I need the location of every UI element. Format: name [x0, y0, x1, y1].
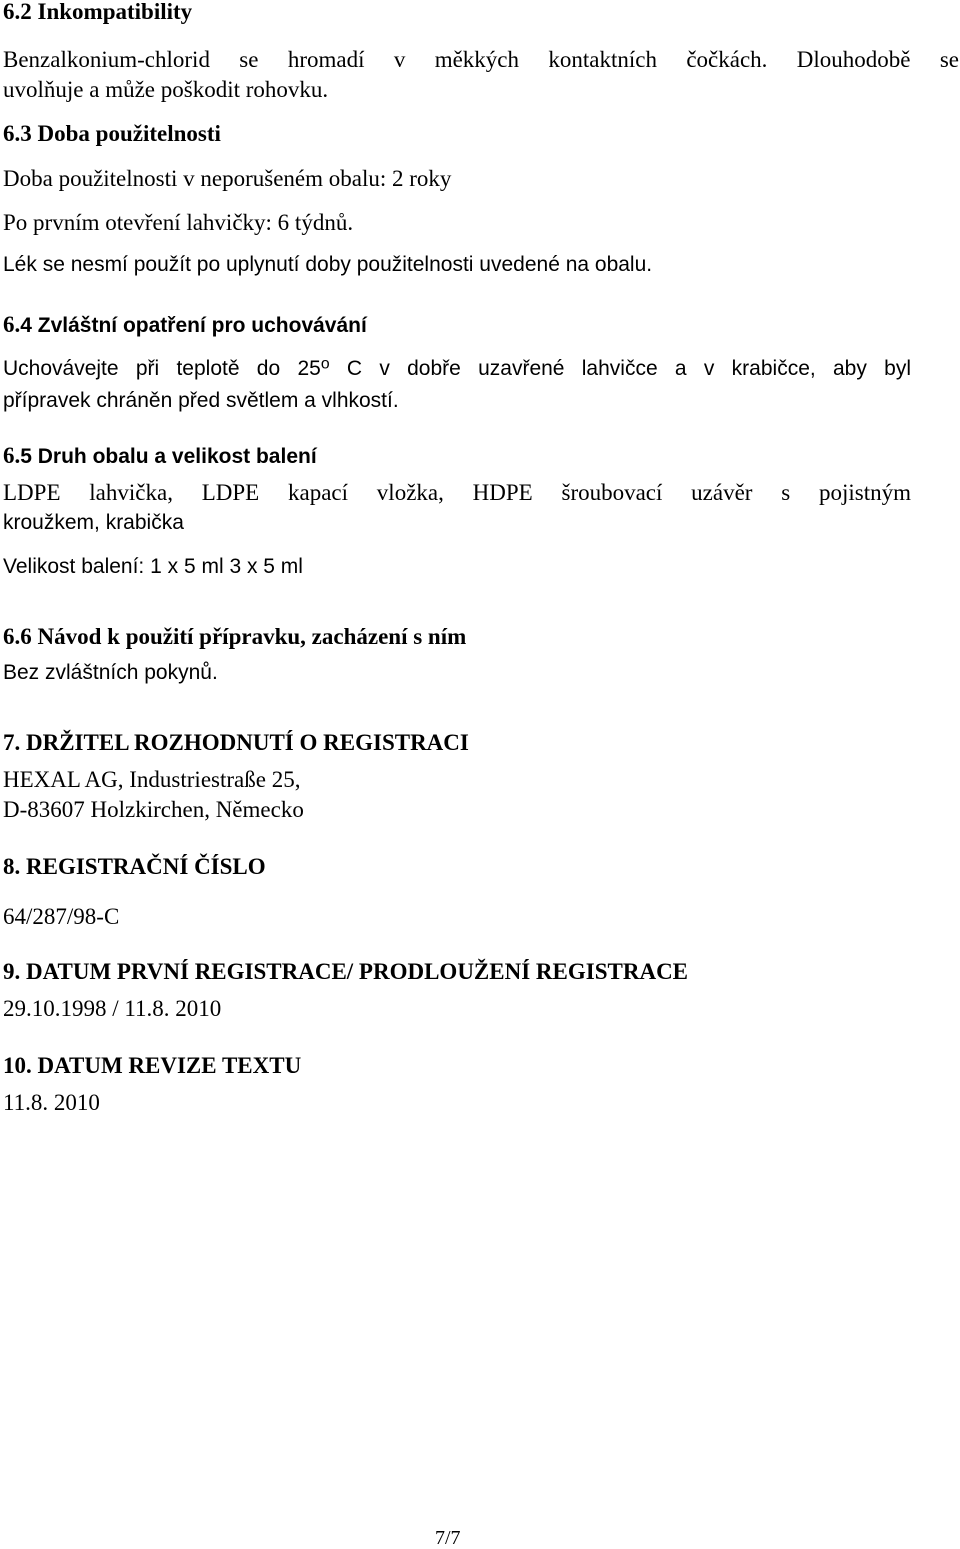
- section-6-5-line-3: Velikost balení: 1 x 5 ml 3 x 5 ml: [3, 555, 303, 578]
- section-6-4-heading-number: 6.: [3, 312, 21, 337]
- section-6-4-line-2: přípravek chráněn před světlem a vlhkostí.: [3, 389, 399, 412]
- section-6-6-line-1: Bez zvláštních pokynů.: [3, 661, 218, 684]
- section-6-2-line-1: Benzalkonium-chlorid se hromadí v měkkých kontaktních čočkách. Dlouhodobě se: [3, 47, 959, 72]
- section-6-3-line-1: Doba použitelnosti v neporušeném obalu: 2 roky: [3, 166, 452, 191]
- page-number: 7/7: [435, 1527, 461, 1549]
- revision-date: 11.8. 2010: [3, 1090, 100, 1115]
- section-6-5-line-2: kroužkem, krabička: [3, 511, 184, 534]
- registration-dates: 29.10.1998 / 11.8. 2010: [3, 996, 222, 1021]
- section-7-heading: 7. DRŽITEL ROZHODNUTÍ O REGISTRACI: [3, 730, 469, 755]
- section-6-4-line-1: [3, 355, 911, 380]
- degree-sign: o: [320, 355, 330, 373]
- section-6-3-line-3: Lék se nesmí použít po uplynutí doby použitelnosti uvedené na obalu.: [3, 253, 653, 276]
- section-6-5-heading: [3, 444, 317, 467]
- registration-number: 64/287/98-C: [3, 904, 120, 929]
- section-6-5-line-1: LDPE lahvička, LDPE kapací vložka, HDPE šroubovací uzávěr s pojistným: [3, 480, 911, 505]
- section-6-5-heading-number: 6.: [3, 443, 21, 468]
- section-6-4-heading: [3, 313, 367, 336]
- section-6-4-line-1-pre: Uchovávejte při teplotě do 25: [3, 357, 321, 380]
- section-6-2-heading: 6.2 Inkompatibility: [3, 0, 193, 24]
- section-10-heading: 10. DATUM REVIZE TEXTU: [3, 1053, 302, 1078]
- section-7-line-2: D-83607 Holzkirchen, Německo: [3, 797, 304, 822]
- section-7-line-1: HEXAL AG, Industriestraße 25,: [3, 767, 301, 792]
- section-6-4-heading-text: 4 Zvláštní opatření pro uchovávání: [20, 314, 367, 337]
- section-6-6-heading: 6.6 Návod k použití přípravku, zacházení s ním: [3, 624, 467, 649]
- section-6-5-heading-text: 5 Druh obalu a velikost balení: [20, 445, 317, 468]
- section-6-2-line-2: uvolňuje a může poškodit rohovku.: [3, 77, 329, 102]
- section-6-3-line-2: Po prvním otevření lahvičky: 6 týdnů.: [3, 210, 354, 235]
- section-6-4-line-1-post: C v dobře uzavřené lahvičce a v krabičce, aby byl: [329, 357, 911, 380]
- section-9-heading: 9. DATUM PRVNÍ REGISTRACE/ PRODLOUŽENÍ REGISTRACE: [3, 959, 689, 984]
- section-8-heading: 8. REGISTRAČNÍ ČÍSLO: [3, 854, 266, 879]
- section-6-3-heading: 6.3 Doba použitelnosti: [3, 121, 221, 146]
